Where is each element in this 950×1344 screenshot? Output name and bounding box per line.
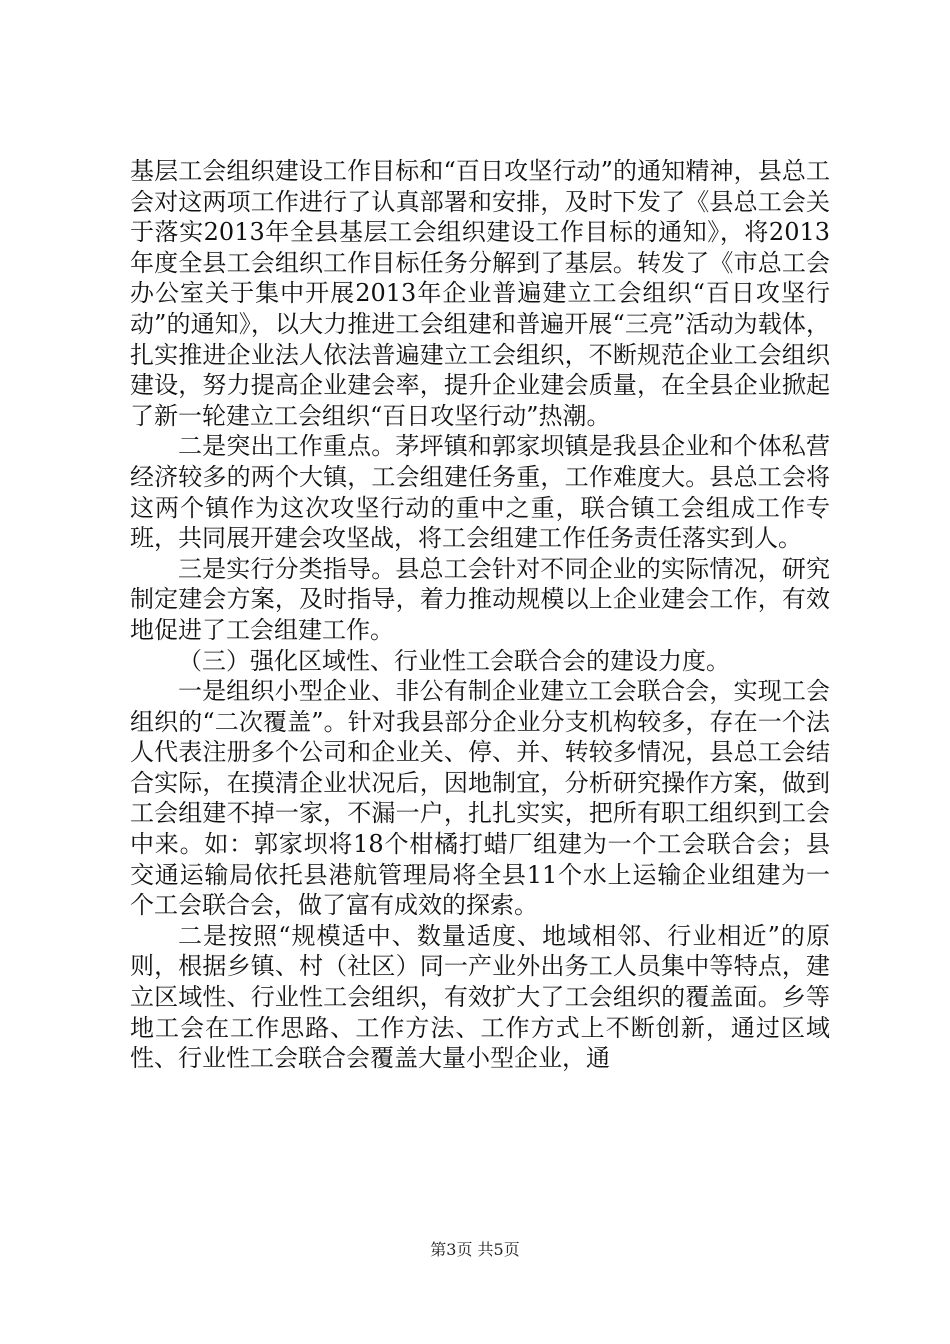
paragraph-1: 基层工会组织建设工作目标和“百日攻坚行动”的通知精神，县总工会对这两项工作进行了认真部署和安排，及时下发了《县总工会关于落实2013年全县基层工会组织建设工作目标的通知》，将2013年度全县工会组织工作目标任务分解到了基层。转发了《市总工会办公室关于集中开展2013年企业普遍建立工会组织“百日攻坚行动”的通知》，以大力推进工会组建和普遍开展“三亮”活动为载体，扎实推进企业法人依法普遍建立工会组织，不断规范企业工会组织建设，努力提高企业建会率，提升企业建会质量，在全县企业掀起了新一轮建立工会组织“百日攻坚行动”热潮。	[130, 157, 830, 430]
paragraph-3: 三是实行分类指导。县总工会针对不同企业的实际情况，研究制定建会方案，及时指导，着力推动规模以上企业建会工作，有效地促进了工会组建工作。	[130, 554, 830, 644]
body-text	[130, 156, 830, 1074]
paragraph-2: 二是突出工作重点。茅坪镇和郭家坝镇是我县企业和个体私营经济较多的两个大镇，工会组建任务重，工作难度大。县总工会将这两个镇作为这次攻坚行动的重中之重，联合镇工会组成工作专班，共同展开建会攻坚战，将工会组建工作任务责任落实到人。	[130, 432, 830, 553]
paragraph-5: 二是按照“规模适中、数量适度、地域相邻、行业相近”的原则，根据乡镇、村（社区）同一产业外出务工人员集中等特点，建立区域性、行业性工会组织，有效扩大了工会组织的覆盖面。乡等地工会在工作思路、工作方法、工作方式上不断创新，通过区域性、行业性工会联合会覆盖大量小型企业，通	[130, 921, 830, 1073]
paragraph-4: 一是组织小型企业、非公有制企业建立工会联合会，实现工会组织的“二次覆盖”。针对我县部分企业分支机构较多，存在一个法人代表注册多个公司和企业关、停、并、转较多情况，县总工会结合实际，在摸清企业状况后，因地制宜，分析研究操作方案，做到工会组建不掉一家，不漏一户，扎扎实实，把所有职工组织到工会中来。如：郭家坝将18个柑橘打蜡厂组建为一个工会联合会；县交通运输局依托县港航管理局将全县11个水上运输企业组建为一个工会联合会，做了富有成效的探索。	[130, 677, 830, 920]
page-footer: 第3页 共5页	[430, 1240, 520, 1259]
section-heading: （三）强化区域性、行业性工会联合会的建设力度。	[178, 646, 730, 675]
